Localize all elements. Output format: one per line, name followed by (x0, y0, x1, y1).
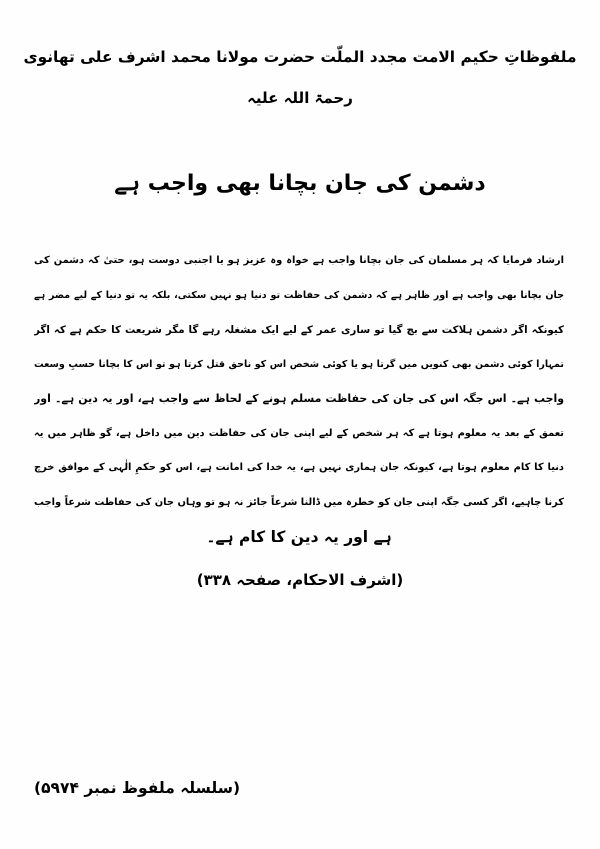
source-citation (0, 571, 600, 589)
document-footer (0, 778, 600, 797)
body-line: ہے اور یہ دین کا کام ہے۔ (206, 528, 392, 547)
header-main-title: ملفوظاتِ حکیم الامت مجدد الملّت حضرت مولانا محمد اشرف علی تھانوی (23, 48, 577, 66)
body-line: ارشاد فرمایا کہ ہر مسلمان کی جان بچانا واجب ہے خواہ وہ عزیز ہو یا اجنبی دوست ہو، حتیٰ کہ دشمن کی (34, 255, 564, 267)
malfuz-series-reference: (سلسلہ ملفوظ نمبر ۵۹۷۴) (34, 779, 241, 797)
page-title (0, 167, 600, 200)
body-line: تعمق کے بعد یہ معلوم ہوتا ہے کہ ہر شخص کے لیے اپنی جان کی حفاظت دین میں داخل ہے، گو ظاہر میں یہ (34, 427, 564, 439)
body-line: واجب ہے۔ اس جگہ اس کی جان کی حفاظت مسلم ہونے کے لحاظ سے واجب ہے، اور یہ دین ہے۔ اور (34, 392, 564, 406)
body-line: کیونکہ اگر دشمن ہلاکت سے بچ گیا تو ساری عمر کے لیے ایک مشغلہ رہے گا مگر شریعت کا حکم ہے کہ اگر (34, 324, 564, 337)
body-line: دنیا کا کام معلوم ہوتا ہے، کیونکہ جان ہماری نہیں ہے، یہ خدا کی امانت ہے، اس کو حکمِ الٰہی کے موافق خرچ (34, 462, 564, 474)
body-line: کرنا چاہیے، اگر کسی جگہ اپنی جان کو خطرہ میں ڈالنا شرعاً جائز نہ ہو تو وہاں جان کی حفاظت شرعاً واجب (34, 496, 564, 508)
header-honorific: رحمۃ اللہ علیہ (247, 89, 353, 108)
body-line: جان بچانا بھی واجب ہے اور ظاہر ہے کہ دشمن کی حفاظت تو دنیا ہو نہیں سکتی، بلکہ یہ تو دنیا کے لیے مضر ہے (34, 289, 564, 301)
source-citation-text: (اشرف الاحکام، صفحہ ۳۳۸) (196, 570, 404, 589)
page-title-text: دشمن کی جان بچانا بھی واجب ہے (114, 171, 486, 197)
document-header (0, 46, 600, 109)
body-text (0, 244, 600, 555)
body-line: تمہارا کوئی دشمن بھی کنویں میں گرتا ہو یا کوئی شخص اس کو ناحق قتل کرتا ہو تو اس کا بچانا حسبِ وسعت (34, 358, 564, 370)
